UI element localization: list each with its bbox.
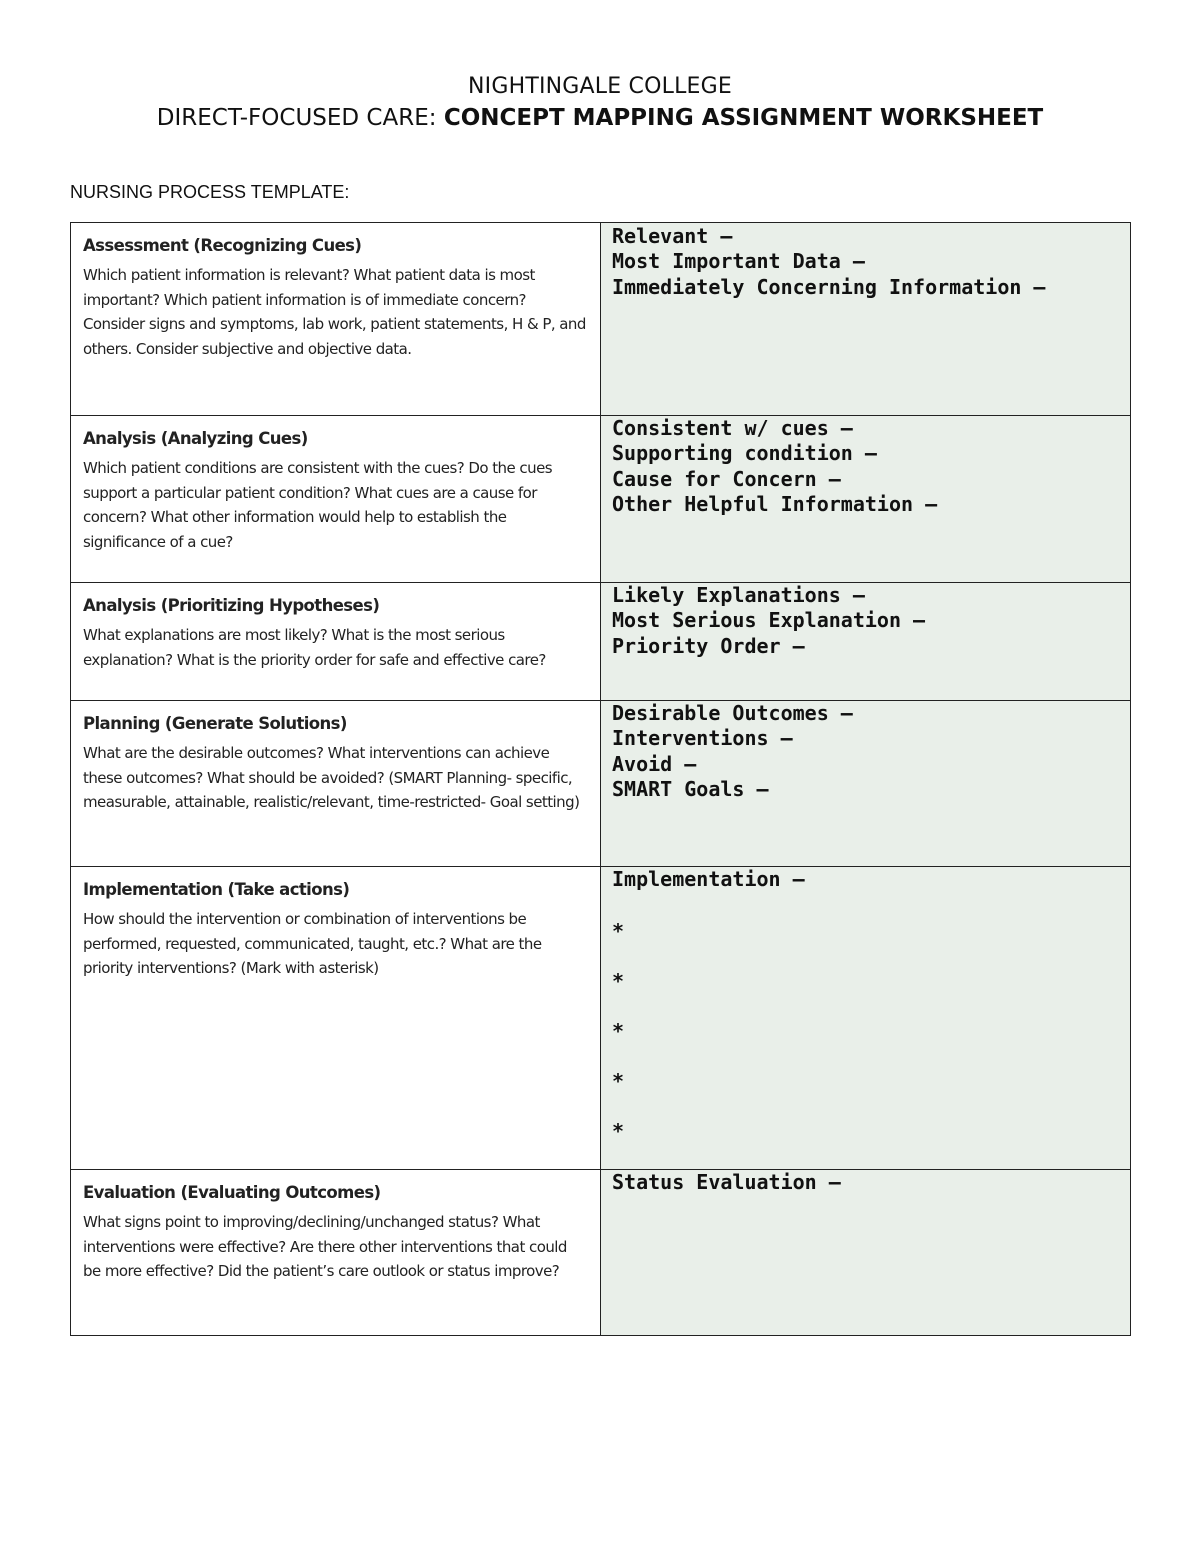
answer-cell-assessment[interactable] bbox=[601, 223, 1131, 416]
answer-cell-prioritizing-hypotheses[interactable] bbox=[601, 583, 1131, 701]
phase-description-evaluation: What signs point to improving/declining/unchanged status? What interventions were effective? Are there other interventions that could be more effective? Did the patient’s care outlook or status improve? bbox=[83, 1213, 567, 1280]
field-interventions: Interventions – bbox=[612, 726, 793, 751]
priority-asterisk: * bbox=[612, 1069, 625, 1094]
priority-asterisk: * bbox=[612, 1119, 625, 1144]
phase-title-analyzing-cues: Analysis (Analyzing Cues) bbox=[83, 429, 308, 448]
table-row-analyzing-cues bbox=[71, 416, 1131, 583]
field-priority-order: Priority Order – bbox=[612, 633, 805, 658]
phase-cell-prioritizing-hypotheses bbox=[71, 583, 601, 701]
worksheet-title-bold: CONCEPT MAPPING ASSIGNMENT WORKSHEET bbox=[443, 105, 1044, 131]
phase-cell-assessment bbox=[71, 223, 601, 416]
phase-description-planning: What are the desirable outcomes? What interventions can achieve these outcomes? What should be avoided? (SMART Planning- specific, measurable, attainable, realistic/relevant, time-restricted- Goal setting) bbox=[83, 744, 580, 811]
phase-description-prioritizing-hypotheses: What explanations are most likely? What is the most serious explanation? What is the priority order for safe and effective care? bbox=[83, 626, 546, 669]
table-row-assessment bbox=[71, 223, 1131, 416]
phase-cell-planning bbox=[71, 701, 601, 867]
answer-cell-implementation[interactable] bbox=[601, 867, 1131, 1170]
field-likely-explanations: Likely Explanations – bbox=[612, 583, 865, 607]
answer-cell-analyzing-cues[interactable] bbox=[601, 416, 1131, 583]
answer-cell-evaluation[interactable] bbox=[601, 1170, 1131, 1336]
field-most-important-data: Most Important Data – bbox=[612, 249, 865, 274]
field-smart-goals: SMART Goals – bbox=[612, 776, 769, 801]
field-consistent-with-cues: Consistent w/ cues – bbox=[612, 416, 853, 440]
phase-description-assessment: Which patient information is relevant? What patient data is most important? Which patient information is of immediate concern? Consider signs and symptoms, lab work, patient statements, H & P, and others. Consider subjective and objective data. bbox=[83, 266, 586, 358]
field-relevant: Relevant – bbox=[612, 224, 733, 248]
phase-title-implementation: Implementation (Take actions) bbox=[83, 880, 350, 899]
worksheet-title-prefix: DIRECT-FOCUSED CARE: bbox=[156, 105, 444, 131]
field-avoid: Avoid – bbox=[612, 751, 697, 776]
phase-title-planning: Planning (Generate Solutions) bbox=[83, 714, 347, 733]
phase-description-implementation: How should the intervention or combination of interventions be performed, requested, communicated, taught, etc.? What are the priority interventions? (Mark with asterisk) bbox=[83, 910, 542, 977]
table-row-planning bbox=[71, 701, 1131, 867]
phase-cell-analyzing-cues bbox=[71, 416, 601, 583]
field-implementation: Implementation – bbox=[612, 867, 805, 891]
priority-asterisk: * bbox=[612, 969, 625, 994]
phase-title-assessment: Assessment (Recognizing Cues) bbox=[83, 236, 362, 255]
field-status-evaluation: Status Evaluation – bbox=[612, 1170, 841, 1194]
document-header bbox=[0, 72, 1200, 134]
table-row-evaluation bbox=[71, 1170, 1131, 1336]
nursing-process-table bbox=[70, 222, 1131, 1336]
phase-cell-evaluation bbox=[71, 1170, 601, 1336]
answer-cell-planning[interactable] bbox=[601, 701, 1131, 867]
field-cause-for-concern: Cause for Concern – bbox=[612, 466, 841, 491]
table-row-prioritizing-hypotheses bbox=[71, 583, 1131, 701]
field-desirable-outcomes: Desirable Outcomes – bbox=[612, 701, 853, 725]
field-supporting-condition: Supporting condition – bbox=[612, 441, 877, 466]
field-other-helpful-information: Other Helpful Information – bbox=[612, 491, 938, 516]
college-name: NIGHTINGALE COLLEGE bbox=[467, 74, 732, 99]
field-most-serious-explanation: Most Serious Explanation – bbox=[612, 608, 926, 633]
phase-cell-implementation bbox=[71, 867, 601, 1170]
priority-asterisk: * bbox=[612, 1019, 625, 1044]
phase-description-analyzing-cues: Which patient conditions are consistent with the cues? Do the cues support a particular patient condition? What cues are a cause for concern? What other information would help to establish the significance of a cue? bbox=[83, 459, 553, 551]
worksheet-title bbox=[0, 102, 1200, 134]
section-label: NURSING PROCESS TEMPLATE: bbox=[70, 182, 350, 202]
phase-title-prioritizing-hypotheses: Analysis (Prioritizing Hypotheses) bbox=[83, 596, 380, 615]
field-immediately-concerning-information: Immediately Concerning Information – bbox=[612, 274, 1046, 299]
phase-title-evaluation: Evaluation (Evaluating Outcomes) bbox=[83, 1183, 381, 1202]
priority-asterisk: * bbox=[612, 919, 625, 944]
table-row-implementation bbox=[71, 867, 1131, 1170]
